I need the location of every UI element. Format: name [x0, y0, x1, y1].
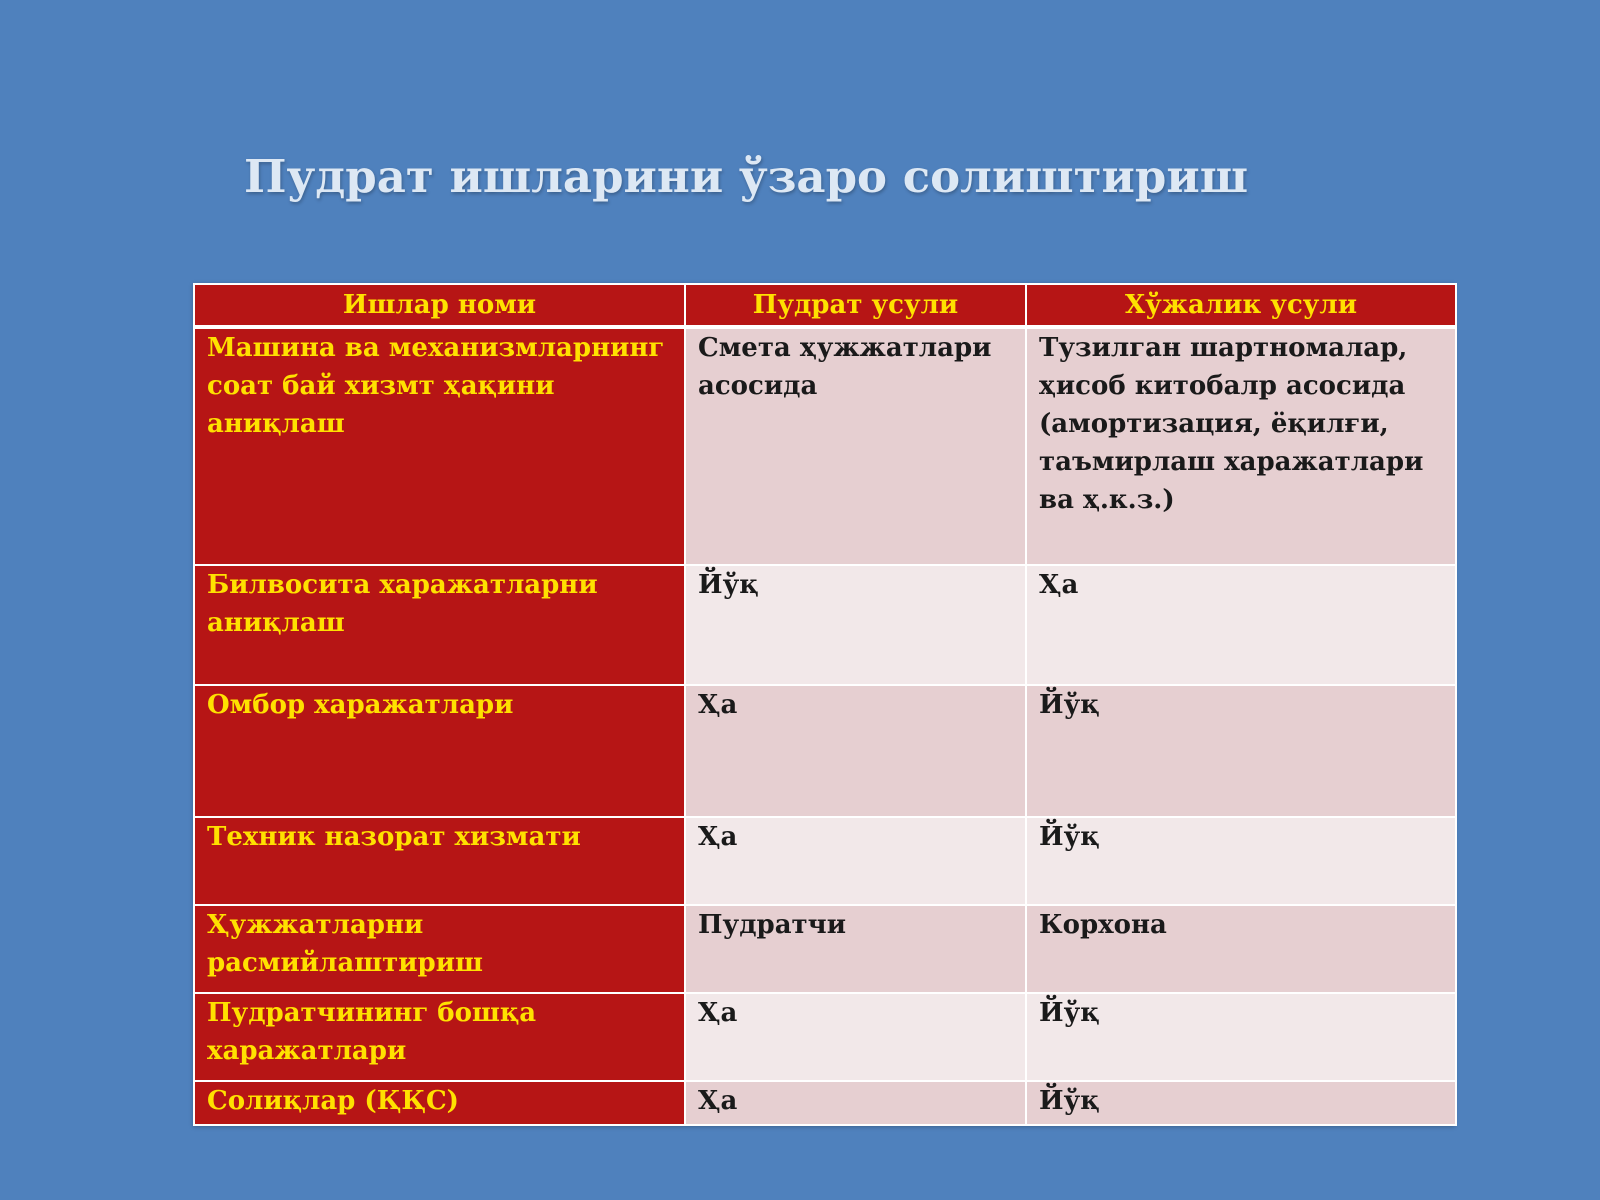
table-row — [194, 905, 1456, 993]
contract-method-cell: Ҳа — [685, 1081, 1026, 1125]
row-name-cell: Омбор харажатлари — [194, 685, 685, 817]
column-header-contract-method: Пудрат усули — [685, 284, 1026, 327]
contract-method-cell: Ҳа — [685, 685, 1026, 817]
row-name-cell: Солиқлар (ҚҚС) — [194, 1081, 685, 1125]
comparison-table-container — [193, 283, 1455, 1126]
table-row — [194, 1081, 1456, 1125]
table-row — [194, 685, 1456, 817]
contract-method-cell: Пудратчи — [685, 905, 1026, 993]
household-method-cell: Корхона — [1026, 905, 1456, 993]
row-name-cell: Техник назорат хизмати — [194, 817, 685, 905]
row-name-cell: Ҳужжатларни расмийлаштириш — [194, 905, 685, 993]
contract-method-cell: Ҳа — [685, 817, 1026, 905]
table-row — [194, 327, 1456, 565]
column-header-works-name: Ишлар номи — [194, 284, 685, 327]
household-method-cell: Тузилган шартномалар, ҳисоб китобалр асосида (амортизация, ёқилғи, таъмирлаш харажатлари ва ҳ.к.з.) — [1026, 327, 1456, 565]
table-row — [194, 993, 1456, 1081]
table-header-row — [194, 284, 1456, 327]
table-row — [194, 817, 1456, 905]
column-header-household-method: Хўжалик усули — [1026, 284, 1456, 327]
table-row — [194, 565, 1456, 685]
row-name-cell: Пудратчининг бошқа харажатлари — [194, 993, 685, 1081]
household-method-cell: Йўқ — [1026, 993, 1456, 1081]
contract-method-cell: Ҳа — [685, 993, 1026, 1081]
household-method-cell: Йўқ — [1026, 685, 1456, 817]
contract-method-cell: Смета ҳужжатлари асосида — [685, 327, 1026, 565]
household-method-cell: Йўқ — [1026, 817, 1456, 905]
comparison-table — [193, 283, 1457, 1126]
row-name-cell: Машина ва механизмларнинг соат бай хизмт ҳақини аниқлаш — [194, 327, 685, 565]
household-method-cell: Йўқ — [1026, 1081, 1456, 1125]
row-name-cell: Билвосита харажатларни аниқлаш — [194, 565, 685, 685]
contract-method-cell: Йўқ — [685, 565, 1026, 685]
household-method-cell: Ҳа — [1026, 565, 1456, 685]
slide-title: Пудрат ишларини ўзаро солиштириш — [244, 150, 1249, 203]
